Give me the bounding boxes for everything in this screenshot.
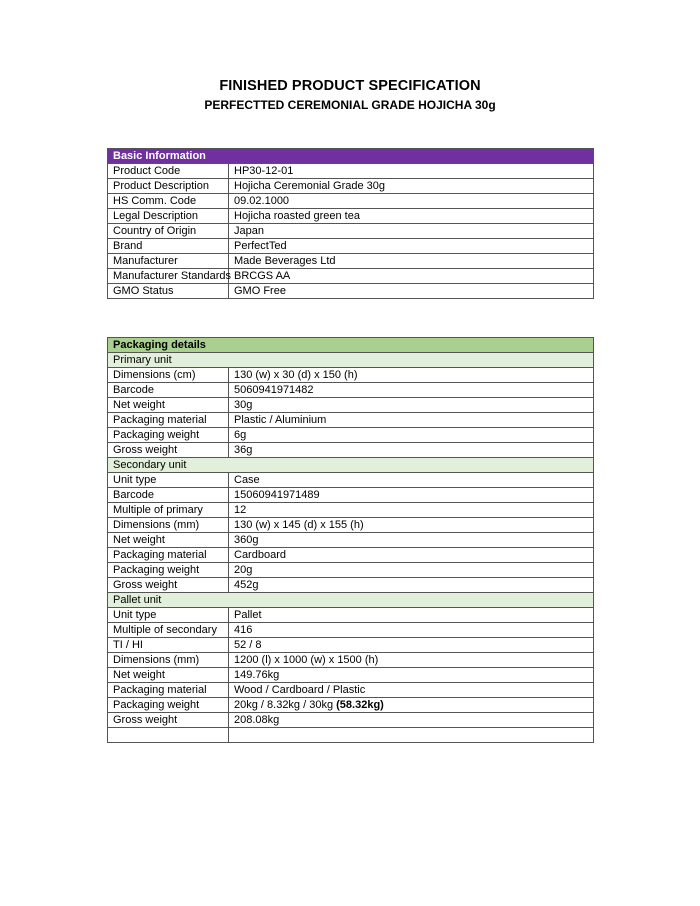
- table-row: [108, 713, 594, 728]
- row-label: Manufacturer Standards: [108, 269, 229, 284]
- row-value: 452g: [229, 578, 594, 593]
- row-value: 20g: [229, 563, 594, 578]
- row-label: Gross weight: [108, 578, 229, 593]
- table-row: [108, 623, 594, 638]
- packaging-details-table: [107, 337, 594, 743]
- row-value: Plastic / Aluminium: [229, 413, 594, 428]
- secondary-unit-heading: Secondary unit: [108, 458, 594, 473]
- row-value: [229, 698, 594, 713]
- row-value: 360g: [229, 533, 594, 548]
- row-label: Multiple of primary: [108, 503, 229, 518]
- primary-unit-section-row: [108, 353, 594, 368]
- row-value: Cardboard: [229, 548, 594, 563]
- row-value: 15060941971489: [229, 488, 594, 503]
- table-row: [108, 383, 594, 398]
- row-label: TI / HI: [108, 638, 229, 653]
- row-label: Net weight: [108, 533, 229, 548]
- table-row: [108, 428, 594, 443]
- row-value: 416: [229, 623, 594, 638]
- table-row: [108, 683, 594, 698]
- table-row: [108, 209, 594, 224]
- empty-cell: [229, 728, 594, 743]
- table-row: [108, 224, 594, 239]
- basic-information-header-row: [108, 149, 594, 164]
- row-value: 149.76kg: [229, 668, 594, 683]
- row-value: HP30-12-01: [229, 164, 594, 179]
- row-label: Packaging weight: [108, 698, 229, 713]
- row-label: Manufacturer: [108, 254, 229, 269]
- document-title: FINISHED PRODUCT SPECIFICATION: [219, 78, 481, 94]
- row-label: Packaging weight: [108, 563, 229, 578]
- table-row: [108, 413, 594, 428]
- row-value: 5060941971482: [229, 383, 594, 398]
- document-subtitle: PERFECTTED CEREMONIAL GRADE HOJICHA 30g: [204, 98, 496, 112]
- basic-information-table: [107, 148, 594, 299]
- row-value: 130 (w) x 30 (d) x 150 (h): [229, 368, 594, 383]
- table-row: [108, 563, 594, 578]
- row-value: 208.08kg: [229, 713, 594, 728]
- table-row: [108, 239, 594, 254]
- row-label: Barcode: [108, 488, 229, 503]
- row-label: Gross weight: [108, 713, 229, 728]
- row-value: 30g: [229, 398, 594, 413]
- table-row: [108, 578, 594, 593]
- table-row: [108, 398, 594, 413]
- row-label: Unit type: [108, 473, 229, 488]
- row-label: Net weight: [108, 398, 229, 413]
- pallet-unit-section-row: [108, 593, 594, 608]
- row-value: Case: [229, 473, 594, 488]
- row-value: 36g: [229, 443, 594, 458]
- primary-unit-heading: Primary unit: [108, 353, 594, 368]
- packaging-weight-breakdown: 20kg / 8.32kg / 30kg: [234, 699, 334, 711]
- table-row: [108, 284, 594, 299]
- table-row: [108, 503, 594, 518]
- row-value: BRCGS AA: [229, 269, 594, 284]
- row-value: 130 (w) x 145 (d) x 155 (h): [229, 518, 594, 533]
- row-value: PerfectTed: [229, 239, 594, 254]
- row-value: GMO Free: [229, 284, 594, 299]
- table-row: [108, 179, 594, 194]
- row-label: Dimensions (mm): [108, 518, 229, 533]
- table-row: [108, 368, 594, 383]
- row-label: Dimensions (mm): [108, 653, 229, 668]
- row-label: Dimensions (cm): [108, 368, 229, 383]
- table-row: [108, 194, 594, 209]
- row-label: Legal Description: [108, 209, 229, 224]
- row-value: Made Beverages Ltd: [229, 254, 594, 269]
- row-value: Hojicha roasted green tea: [229, 209, 594, 224]
- row-value: 6g: [229, 428, 594, 443]
- table-row: [108, 488, 594, 503]
- table-row: [108, 269, 594, 284]
- row-value: Wood / Cardboard / Plastic: [229, 683, 594, 698]
- row-label: Packaging material: [108, 548, 229, 563]
- table-row: [108, 608, 594, 623]
- empty-cell: [108, 728, 229, 743]
- secondary-unit-section-row: [108, 458, 594, 473]
- row-label: Gross weight: [108, 443, 229, 458]
- row-label: Brand: [108, 239, 229, 254]
- row-label: Packaging material: [108, 413, 229, 428]
- pallet-unit-heading: Pallet unit: [108, 593, 594, 608]
- row-label: Product Code: [108, 164, 229, 179]
- table-row: [108, 473, 594, 488]
- packaging-weight-total: (58.32kg): [336, 699, 384, 711]
- table-row: [108, 518, 594, 533]
- row-label: Packaging weight: [108, 428, 229, 443]
- row-value: Hojicha Ceremonial Grade 30g: [229, 179, 594, 194]
- row-label: Unit type: [108, 608, 229, 623]
- table-row: [108, 653, 594, 668]
- row-value: 1200 (l) x 1000 (w) x 1500 (h): [229, 653, 594, 668]
- packaging-details-header-row: [108, 338, 594, 353]
- table-row: [108, 638, 594, 653]
- table-row: [108, 164, 594, 179]
- row-value: Japan: [229, 224, 594, 239]
- row-value: 52 / 8: [229, 638, 594, 653]
- row-label: Barcode: [108, 383, 229, 398]
- packaging-details-header: Packaging details: [108, 338, 594, 353]
- row-label: Multiple of secondary: [108, 623, 229, 638]
- row-label: GMO Status: [108, 284, 229, 299]
- table-row: [108, 443, 594, 458]
- row-label: Packaging material: [108, 683, 229, 698]
- empty-row: [108, 728, 594, 743]
- basic-information-header: Basic Information: [108, 149, 594, 164]
- row-value: 12: [229, 503, 594, 518]
- row-value: Pallet: [229, 608, 594, 623]
- table-row: [108, 698, 594, 713]
- row-label: Country of Origin: [108, 224, 229, 239]
- row-label: Net weight: [108, 668, 229, 683]
- row-label: HS Comm. Code: [108, 194, 229, 209]
- row-label: Product Description: [108, 179, 229, 194]
- table-row: [108, 254, 594, 269]
- table-row: [108, 548, 594, 563]
- table-row: [108, 668, 594, 683]
- table-row: [108, 533, 594, 548]
- row-value: 09.02.1000: [229, 194, 594, 209]
